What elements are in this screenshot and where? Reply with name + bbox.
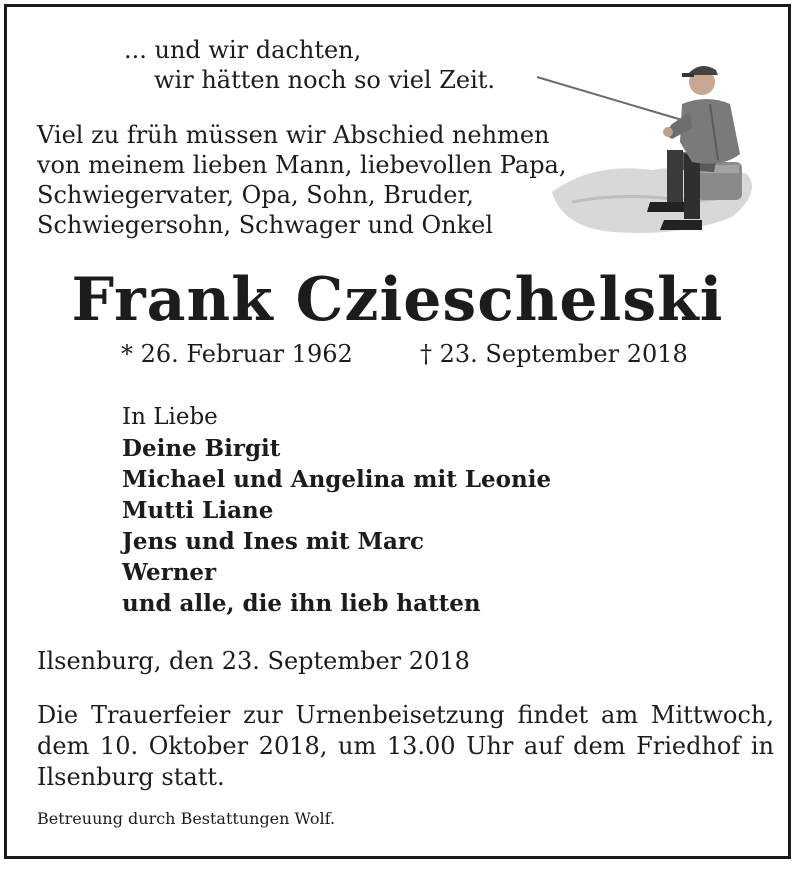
intro-line: Schwiegervater, Opa, Sohn, Bruder, [37,181,474,209]
fisherman-icon [532,42,762,242]
mourner-name: Deine Birgit [122,435,281,462]
funeral-home-credit: Betreuung durch Bestattungen Wolf. [37,809,336,828]
mourner-name: Mutti Liane [122,497,274,524]
intro-line: Schwiegersohn, Schwager und Onkel [37,211,494,239]
quote-line-1: ... und wir dachten, [124,36,362,64]
birth-date: * 26. Februar 1962 [121,340,353,368]
intro-line: von meinem lieben Mann, liebevollen Papa, [37,151,567,179]
death-date: † 23. September 2018 [420,340,688,368]
mourners-block [122,402,551,619]
mourner-name: und alle, die ihn lieb hatten [122,590,481,617]
place-and-date: Ilsenburg, den 23. September 2018 [37,647,470,675]
mourner-name: Werner [122,559,217,586]
intro-line: Viel zu früh müssen wir Abschied nehmen [37,121,550,149]
mourner-name: Jens und Ines mit Marc [122,528,424,555]
funeral-info: Die Trauerfeier zur Urnenbeisetzung findet am Mittwoch, dem 10. Oktober 2018, um 13.00 Uhr auf dem Friedhof in Ilsenburg statt. [37,701,774,791]
mourner-name: Michael und Angelina mit Leonie [122,466,552,493]
obituary-notice [4,4,791,859]
deceased-name: Frank Czieschelski [71,265,724,335]
intro-text [37,120,567,240]
mourners-intro: In Liebe [122,404,218,430]
quote-line-2: wir hätten noch so viel Zeit. [154,66,496,94]
